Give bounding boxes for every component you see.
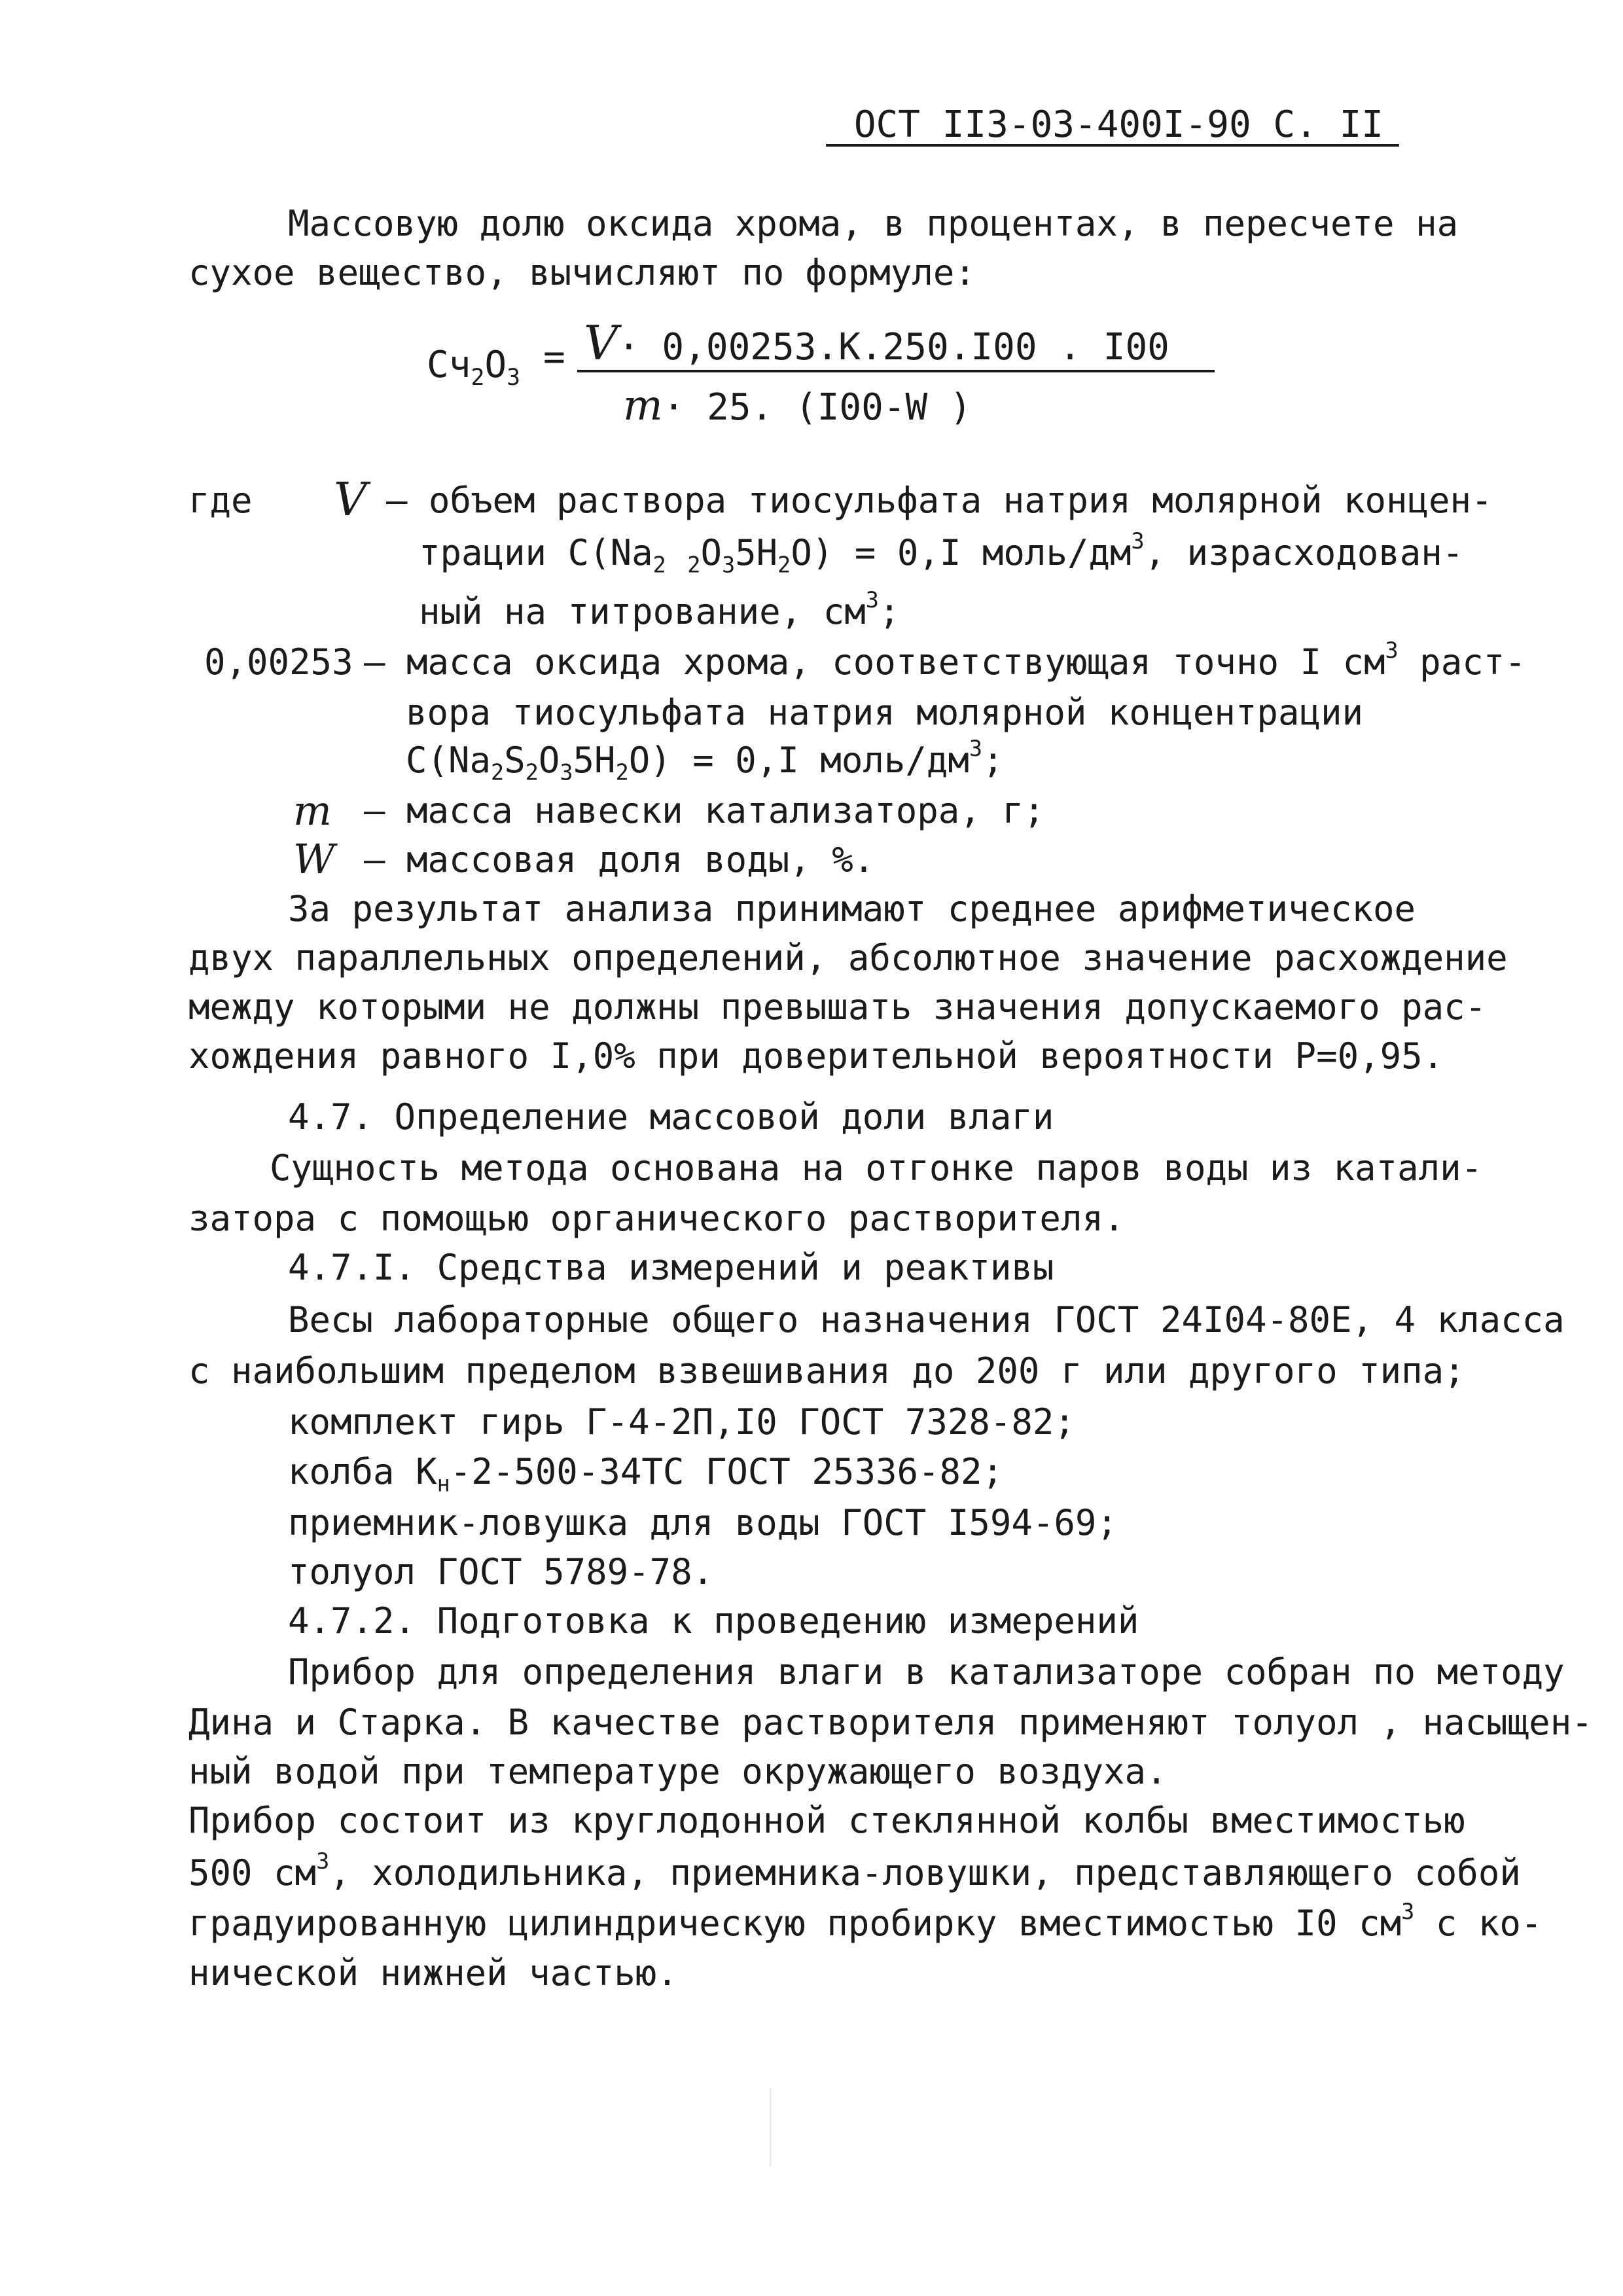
constant-definition-line-3: $С(Nа_2S_2О_35Н_2О) = 0,I$ моль/$дм^3$;	[406, 735, 1004, 785]
result-line-4: хождения равного I,0% при доверительной вероятности Р=0,95.	[188, 1035, 1444, 1077]
section-4-7-2-line-1: Прибор для определения влаги в катализаторе собран по методу	[288, 1651, 1565, 1693]
section-4-7-2-title: 4.7.2. Подготовка к проведению измерений	[288, 1600, 1139, 1641]
v-definition-line-2: трации $С(Nа_2$ $_2О_35Н_2О) = 0,I$ моль/$дм^3$, израсходован-	[419, 528, 1464, 578]
formula-denominator: m· 25. (I00-W )	[623, 382, 972, 430]
w-symbol: W	[293, 835, 335, 883]
m-symbol: m	[293, 787, 332, 834]
section-4-7-2-line-2: Дина и Старка. В качестве растворителя применяют толуол , насыщен-	[188, 1702, 1593, 1743]
section-4-7-2-line-6: градуированную цилиндрическую пробирку вместимостью I0 $см^3$ с ко-	[188, 1898, 1543, 1944]
section-4-7-2-line-5: 500 $см^3$, холодильника, приемника-ловушки, представляющего собой	[188, 1848, 1521, 1893]
section-4-7-title: 4.7. Определение массовой доли влаги	[288, 1096, 1054, 1138]
section-4-7-2-line-3: ный водой при температуре окружающего воздуха.	[188, 1751, 1168, 1792]
v-symbol: V	[334, 473, 367, 526]
formula-equals: =	[543, 336, 565, 378]
section-4-7-1-line-2: с наибольшим пределом взвешивания до 200 г или другого типа;	[188, 1350, 1465, 1391]
formula-numerator: V· 0,00253.К.250.I00 . I00	[584, 315, 1169, 370]
v-definition-line-1: – объем раствора тиосульфата натрия молярной концен-	[386, 480, 1493, 521]
section-4-7-2-line-7: нической нижней частью.	[188, 1952, 678, 1994]
section-4-7-line-2: затора с помощью органического растворителя.	[188, 1198, 1125, 1239]
constant-definition-line-1: – масса оксида хрома, соответствующая точно I $см^3$ раст-	[364, 637, 1526, 683]
chromium-oxide-formula	[0, 0, 1623, 458]
section-4-7-line-1: Сущность метода основана на отгонке паров воды из катали-	[270, 1147, 1483, 1189]
result-line-1: За результат анализа принимают среднее арифметическое	[288, 888, 1416, 929]
intro-line-1: Массовую долю оксида хрома, в процентах, в пересчете на	[288, 203, 1459, 244]
section-4-7-1-line-5: приемник-ловушка для воды ГОСТ I594-69;	[288, 1502, 1118, 1543]
fraction-bar	[577, 370, 1215, 372]
section-4-7-1-line-4: колба $К_н-2-500-34ТС$ ГОСТ 25336-82;	[288, 1451, 1004, 1497]
section-4-7-1-line-6: толуол ГОСТ 5789-78.	[288, 1551, 714, 1592]
standard-number: ОСТ II3-03-400I-90 С. II	[853, 103, 1383, 146]
section-4-7-1-title: 4.7.I. Средства измерений и реактивы	[288, 1247, 1054, 1288]
section-4-7-2-line-4: Прибор состоит из круглодонной стеклянной колбы вместимостью	[188, 1800, 1465, 1841]
result-line-2: двух параллельных определений, абсолютное значение расхождение	[188, 937, 1508, 978]
where-label: где	[188, 480, 253, 521]
v-definition-line-3: ный на титрование, $см^3$;	[419, 586, 901, 632]
section-4-7-1-line-3: комплект гирь Г-4-2П,I0 ГОСТ 7328-82;	[288, 1401, 1075, 1443]
m-definition: – масса навески катализатора, г;	[364, 790, 1045, 831]
constant-number: 0,00253	[204, 641, 353, 683]
formula-lhs: $Сч_2О_3$	[427, 344, 520, 391]
scan-artifact	[770, 2088, 771, 2166]
intro-line-2: сухое вещество, вычисляют по формуле:	[188, 252, 976, 293]
result-line-3: между которыми не должны превышать значения допускаемого рас-	[188, 986, 1487, 1028]
w-definition: – массовая доля воды, %.	[364, 839, 875, 880]
constant-definition-line-2: вора тиосульфата натрия молярной концентрации	[406, 692, 1363, 733]
section-4-7-1-line-1: Весы лабораторные общего назначения ГОСТ 24I04-80Е, 4 класса	[288, 1299, 1565, 1340]
